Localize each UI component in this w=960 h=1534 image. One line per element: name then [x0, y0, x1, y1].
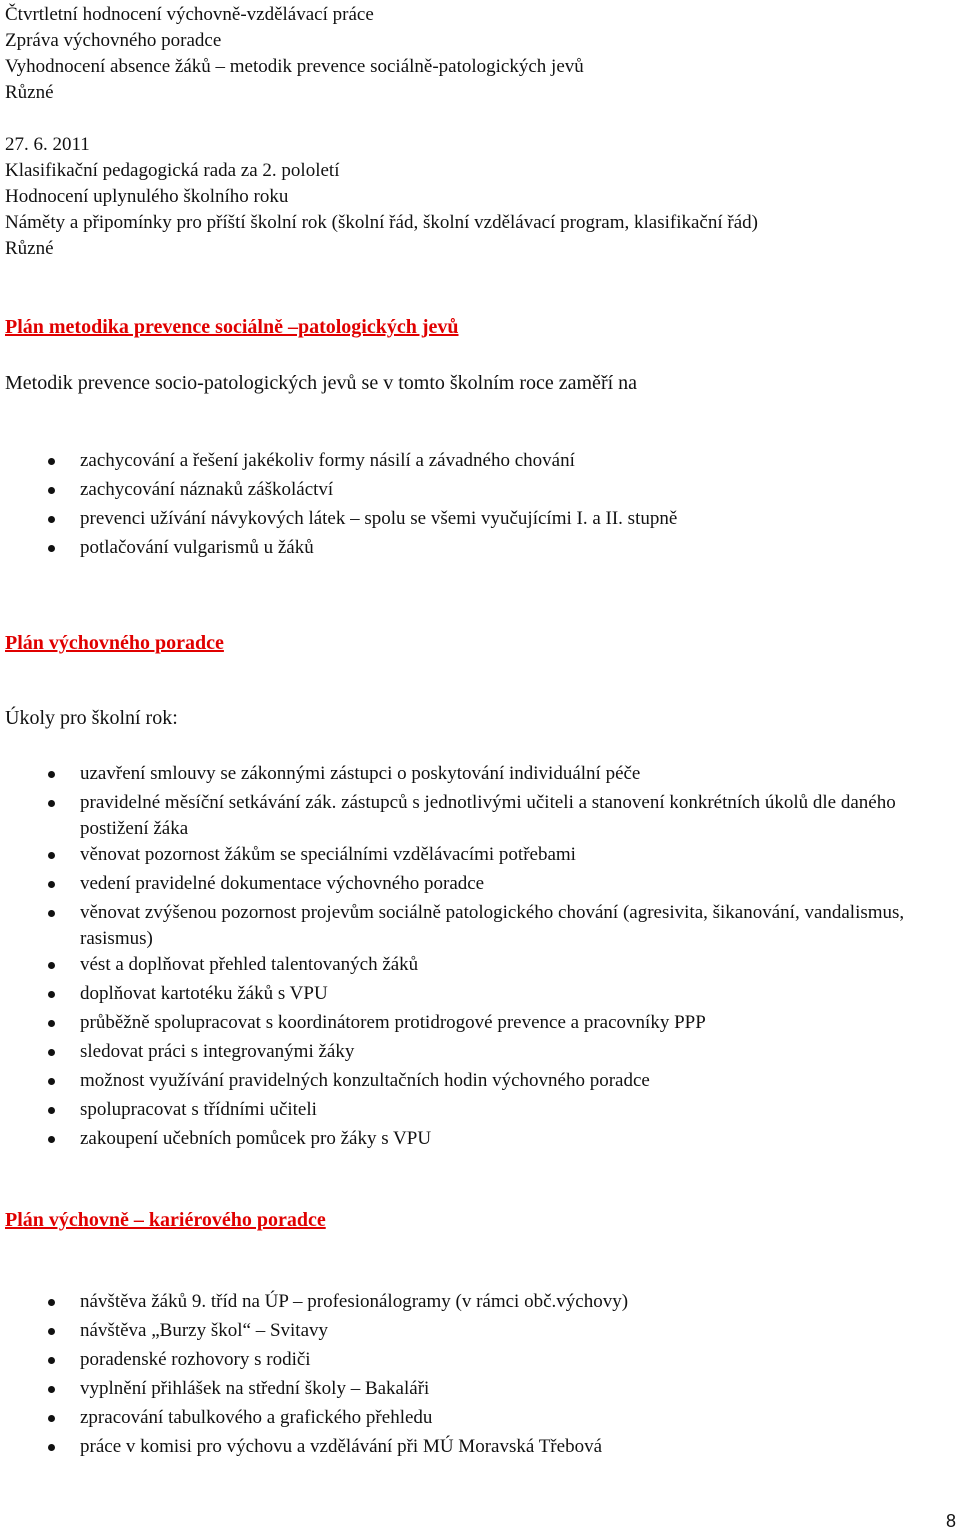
list-item: prevenci užívání návykových látek – spolu se všemi vyučujícími I. a II. stupně [5, 506, 945, 535]
list-item: průběžně spolupracovat s koordinátorem protidrogové prevence a pracovníky PPP [5, 1010, 945, 1039]
list-item: uzavření smlouvy se zákonnými zástupci o poskytování individuální péče [5, 761, 945, 790]
career-list [5, 1289, 945, 1463]
list-item: doplňovat kartotéku žáků s VPU [5, 981, 945, 1010]
prevention-list [5, 448, 945, 564]
section-heading-counselor: Plán výchovného poradce [5, 632, 224, 654]
list-item: zachycování náznaků záškoláctví [5, 477, 945, 506]
list-item: pravidelné měsíční setkávání zák. zástupců s jednotlivými učiteli a stanovení konkrétních úkolů dle daného postižení žáka [5, 790, 905, 842]
list-item: návštěva žáků 9. tříd na ÚP – profesionálogramy (v rámci obč.výchovy) [5, 1289, 945, 1318]
list-item: zpracování tabulkového a grafického přehledu [5, 1405, 945, 1434]
list-item: vést a doplňovat přehled talentovaných žáků [5, 952, 945, 981]
list-item: možnost využívání pravidelných konzultačních hodin výchovného poradce [5, 1068, 945, 1097]
agenda-line: Vyhodnocení absence žáků – metodik prevence sociálně-patologických jevů [5, 56, 584, 77]
document-page [5, 2, 945, 1463]
list-item: spolupracovat s třídními učiteli [5, 1097, 945, 1126]
list-item: potlačování vulgarismů u žáků [5, 535, 945, 564]
counselor-list [5, 761, 945, 1155]
agenda-line: Klasifikační pedagogická rada za 2. pololetí [5, 160, 340, 181]
meeting-date: 27. 6. 2011 [5, 134, 90, 155]
agenda-line: Čtvrtletní hodnocení výchovně-vzdělávací práce [5, 4, 374, 25]
list-item: práce v komisi pro výchovu a vzdělávání při MÚ Moravská Třebová [5, 1434, 945, 1463]
list-item: zachycování a řešení jakékoliv formy násilí a závadného chování [5, 448, 945, 477]
prevention-intro: Metodik prevence socio-patologických jevů se v tomto školním roce zaměří na [5, 372, 638, 394]
list-item: sledovat práci s integrovanými žáky [5, 1039, 945, 1068]
list-item: poradenské rozhovory s rodiči [5, 1347, 945, 1376]
page-number: 8 [945, 1511, 956, 1531]
list-item: vedení pravidelné dokumentace výchovného poradce [5, 871, 945, 900]
agenda-line: Náměty a připomínky pro příští školní rok (školní řád, školní vzdělávací program, klasifikační řád) [5, 212, 758, 233]
section-heading-prevention: Plán metodika prevence sociálně –patologických jevů [5, 316, 459, 338]
agenda-line: Hodnocení uplynulého školního roku [5, 186, 289, 207]
list-item: návštěva „Burzy škol“ – Svitavy [5, 1318, 945, 1347]
list-item: věnovat pozornost žákům se speciálními vzdělávacími potřebami [5, 842, 945, 871]
agenda-line: Zpráva výchovného poradce [5, 30, 222, 51]
counselor-intro: Úkoly pro školní rok: [5, 707, 178, 729]
section-heading-career: Plán výchovně – kariérového poradce [5, 1209, 326, 1231]
list-item: zakoupení učebních pomůcek pro žáky s VPU [5, 1126, 945, 1155]
list-item: vyplnění přihlášek na střední školy – Bakaláři [5, 1376, 945, 1405]
agenda-line: Různé [5, 238, 54, 259]
list-item: věnovat zvýšenou pozornost projevům sociálně patologického chování (agresivita, šikanování, vandalismus, rasismus) [5, 900, 935, 952]
agenda-line: Různé [5, 82, 54, 103]
